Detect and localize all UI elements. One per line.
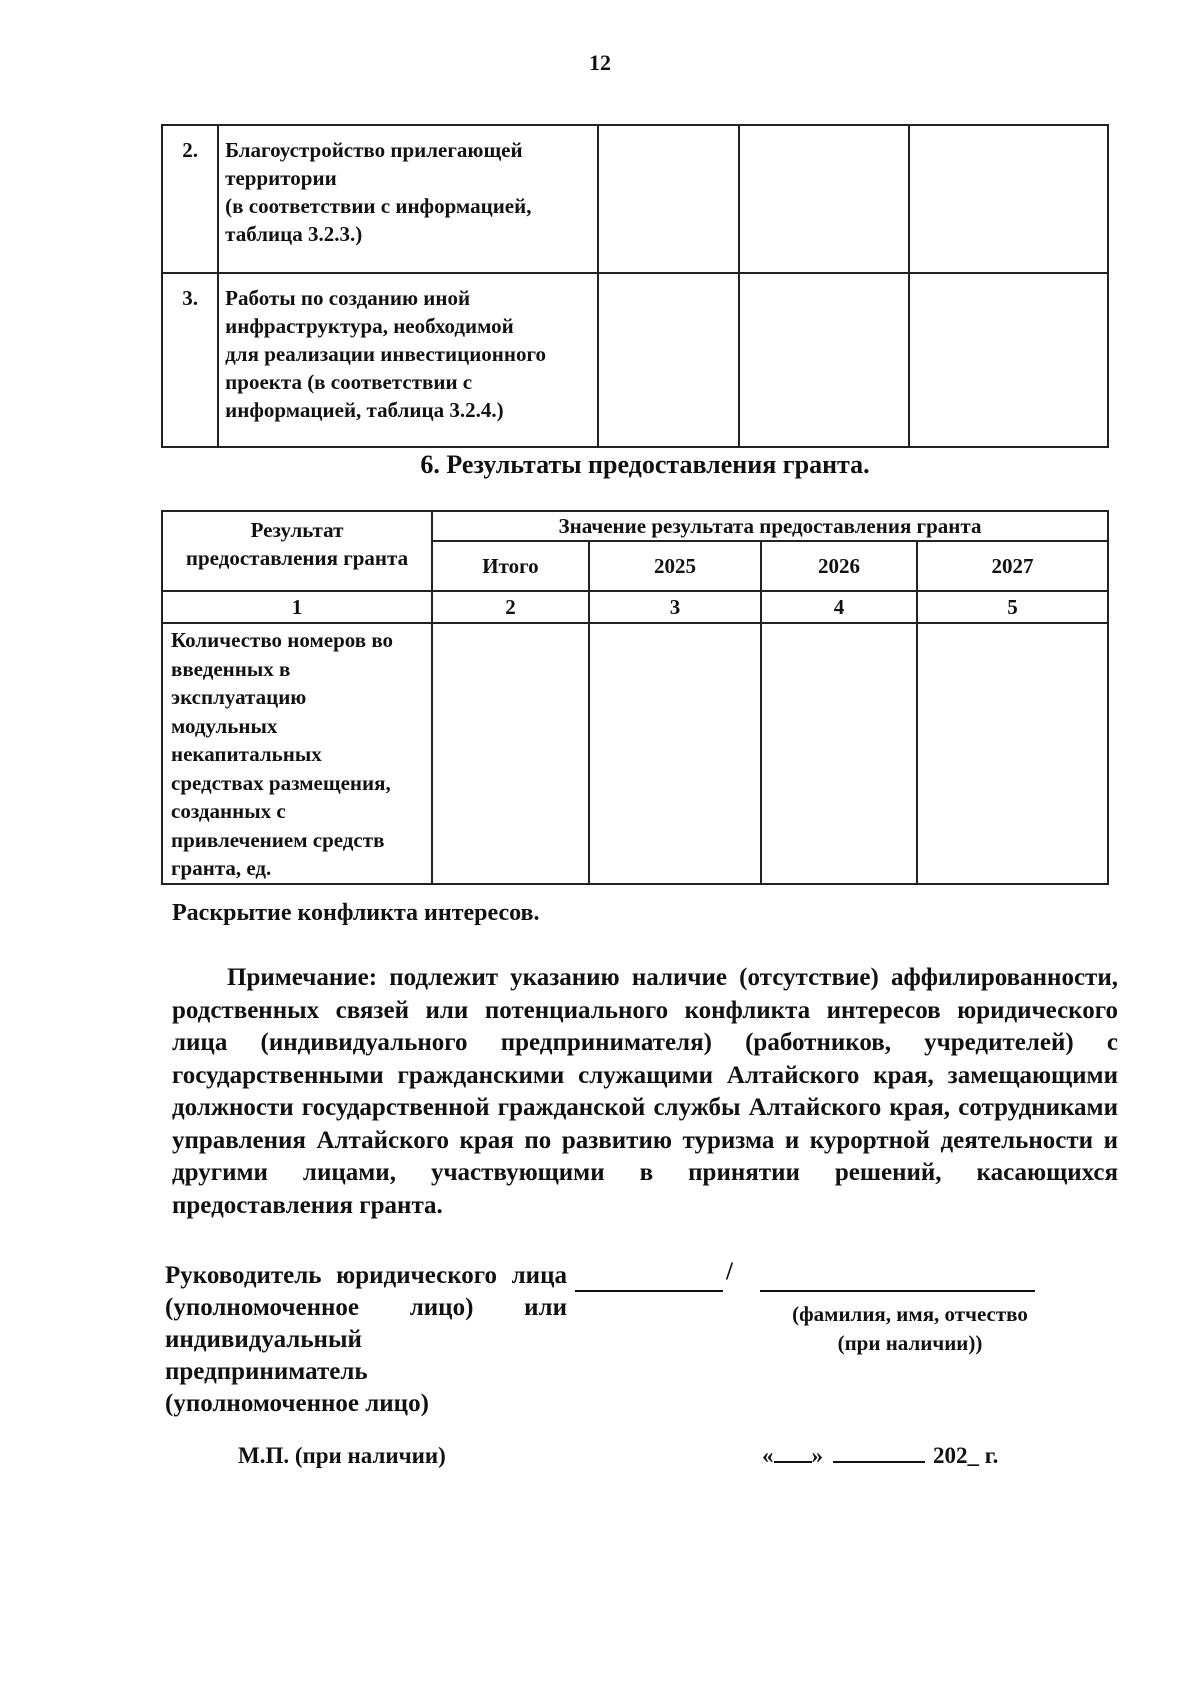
signer-line: (уполномоченное лицо) [165, 1390, 429, 1417]
description-line: некапитальных [171, 742, 322, 766]
row-number: 3. [162, 273, 218, 447]
section-title: 6. Результаты предоставления гранта. [420, 450, 870, 479]
description-line: созданных с [171, 799, 286, 823]
col-2026: 2026 [761, 541, 917, 591]
description-line: таблица 3.2.3.) [225, 222, 363, 246]
empty-cell [761, 623, 917, 884]
empty-cell [598, 125, 739, 273]
description-line: проекта (в соответствии с [225, 370, 473, 394]
name-caption-line: (фамилия, имя, отчество [792, 1302, 1028, 1326]
col-2027: 2027 [917, 541, 1108, 591]
signature-line [575, 1266, 723, 1292]
description-line: гранта, ед. [171, 856, 272, 880]
date-open-quote: « [762, 1443, 774, 1468]
index-row [162, 591, 1108, 623]
index-cell: 3 [589, 591, 761, 623]
description-line: средствах размещения, [171, 770, 391, 795]
name-line [760, 1266, 1035, 1292]
note-paragraph: Примечание: подлежит указанию наличие (отсутствие) аффилированности, родственных связей или потенциального конфликта интересов юридического лица (индивидуального предпринимателя) (работников, учредителей) с государственными гражданскими служащими Алтайского края, замещающими должности государственной гражданской службы Алтайского края, сотрудниками управления Алтайского края по развитию туризма и курортной деятельности и другими лицами, участвующими в принятии решений, касающихся предоставления гранта. [172, 964, 1118, 1219]
header-value: Значение результата предоставления гранта [432, 511, 1108, 541]
empty-cell [739, 273, 909, 447]
result-description [162, 623, 432, 884]
signer-text: Руководитель юридического лица (уполномоченное лицо) или индивидуальный [165, 1262, 567, 1353]
date-line [762, 1443, 998, 1469]
date-year: 202_ г. [933, 1443, 999, 1468]
empty-cell [917, 623, 1108, 884]
date-day-blank [774, 1443, 812, 1463]
disclosure-title: Раскрытие конфликта интересов. [172, 900, 540, 926]
description-line: (в соответствии с информацией, [225, 194, 532, 218]
name-caption-line: (при наличии)) [837, 1331, 983, 1355]
table-row [162, 125, 1108, 273]
page-number: 12 [589, 50, 611, 75]
header-result-line: предоставления гранта [185, 546, 409, 570]
header-result-line: Результат [250, 518, 344, 542]
col-2025: 2025 [589, 541, 761, 591]
stamp-label: М.П. (при наличии) [238, 1443, 446, 1468]
description-line: Благоустройство прилегающей [225, 138, 523, 162]
index-cell: 2 [432, 591, 589, 623]
description-line: инфраструктура, необходимой [225, 314, 514, 338]
index-cell: 4 [761, 591, 917, 623]
empty-cell [739, 125, 909, 273]
description-line: эксплуатацию [171, 685, 307, 709]
date-close-quote: » [811, 1443, 823, 1468]
signer-line: предприниматель [165, 1358, 368, 1385]
description-line: информацией, таблица 3.2.4.) [225, 398, 504, 422]
row-number: 2. [162, 125, 218, 273]
grant-results-table [161, 510, 1109, 885]
header-row [162, 511, 1108, 541]
costs-table-continuation [161, 124, 1109, 448]
empty-cell [432, 623, 589, 884]
empty-cell [589, 623, 761, 884]
empty-cell [909, 273, 1108, 447]
signature-slash: / [726, 1258, 733, 1285]
table-row [162, 273, 1108, 447]
date-month-blank [833, 1443, 925, 1463]
description-line: для реализации инвестиционного [225, 342, 547, 366]
description-line: модульных [171, 713, 278, 738]
description-line: Количество номеров во [171, 628, 394, 652]
index-cell: 5 [917, 591, 1108, 623]
description-line: введенных в [171, 656, 291, 681]
empty-cell [909, 125, 1108, 273]
header-result [162, 511, 432, 591]
description-line: привлечением средств [171, 827, 385, 852]
description-line: Работы по созданию иной [225, 286, 471, 310]
table-row [162, 623, 1108, 884]
row-description [218, 125, 598, 273]
description-line: территории [225, 166, 337, 190]
name-caption [760, 1300, 1060, 1358]
row-description [218, 273, 598, 447]
empty-cell [598, 273, 739, 447]
col-total: Итого [432, 541, 589, 591]
signer-block [165, 1260, 567, 1420]
index-cell: 1 [162, 591, 432, 623]
